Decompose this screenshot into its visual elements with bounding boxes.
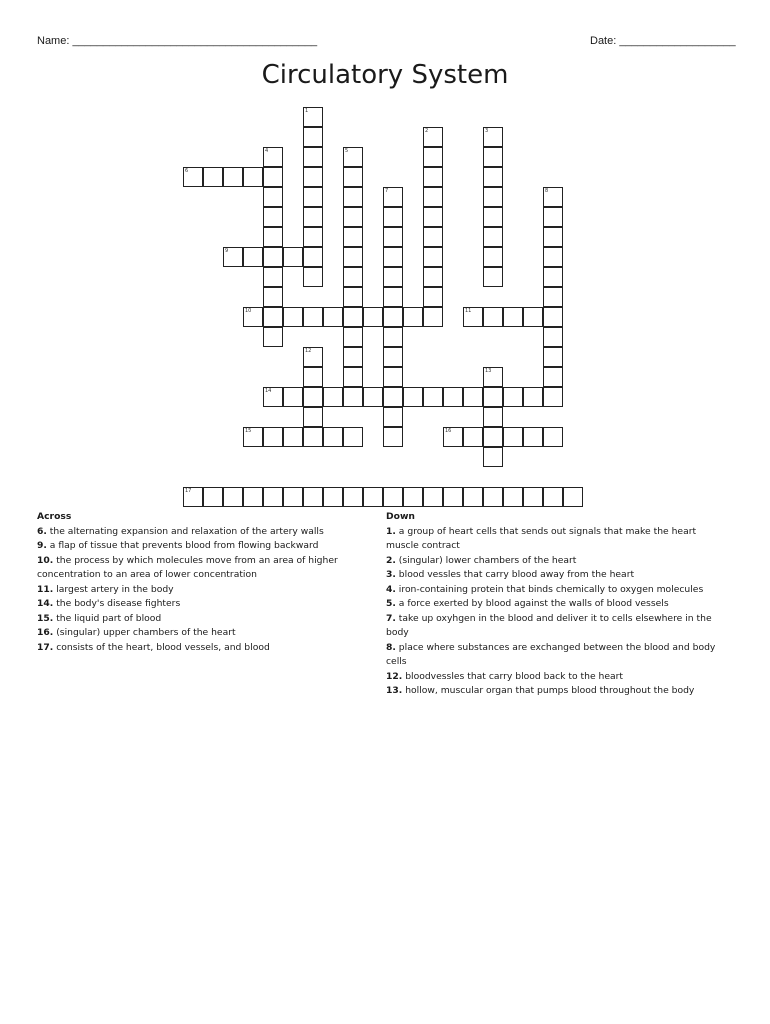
clue-text: iron-containing protein that binds chemically to oxygen molecules	[395, 583, 704, 595]
crossword-cell[interactable]	[383, 407, 403, 427]
across-heading: Across	[37, 511, 72, 522]
crossword-cell[interactable]	[303, 147, 323, 167]
crossword-cell[interactable]	[403, 307, 423, 327]
crossword-cell[interactable]	[403, 387, 423, 407]
clue-number: 16	[445, 428, 452, 434]
crossword-cell[interactable]	[303, 367, 323, 387]
crossword-cell[interactable]	[483, 147, 503, 167]
crossword-cell[interactable]	[183, 167, 203, 187]
down-heading: Down	[386, 511, 415, 522]
down-clue	[386, 554, 731, 569]
crossword-cell[interactable]	[223, 247, 243, 267]
across-clue	[37, 554, 367, 583]
crossword-cell[interactable]	[383, 347, 403, 367]
down-clues	[386, 510, 731, 699]
crossword-cell[interactable]	[543, 387, 563, 407]
date-blank: ___________________	[619, 35, 736, 47]
clue-number-label: 17.	[37, 641, 54, 653]
crossword-cell[interactable]	[243, 247, 263, 267]
crossword-cell[interactable]	[243, 427, 263, 447]
crossword-cell[interactable]	[443, 427, 463, 447]
crossword-cell[interactable]	[443, 387, 463, 407]
crossword-cell[interactable]	[503, 487, 523, 507]
crossword-cell[interactable]	[283, 387, 303, 407]
crossword-cell[interactable]	[263, 387, 283, 407]
crossword-cell[interactable]	[343, 187, 363, 207]
clue-text: the liquid part of blood	[53, 612, 162, 624]
crossword-cell[interactable]	[263, 187, 283, 207]
crossword-cell[interactable]	[383, 287, 403, 307]
crossword-cell[interactable]	[383, 207, 403, 227]
name-blank: ________________________________________	[72, 35, 318, 47]
crossword-cell[interactable]	[343, 327, 363, 347]
crossword-cell[interactable]	[303, 187, 323, 207]
clue-text: take up oxyhgen in the blood and deliver it to cells elsewhere in the body	[386, 612, 712, 638]
crossword-cell[interactable]	[283, 247, 303, 267]
crossword-cell[interactable]	[543, 227, 563, 247]
down-clue	[386, 670, 731, 685]
crossword-cell[interactable]	[263, 307, 283, 327]
crossword-cell[interactable]	[523, 427, 543, 447]
down-clue	[386, 583, 731, 598]
clue-number: 4	[265, 148, 269, 154]
crossword-cell[interactable]	[323, 487, 343, 507]
crossword-cell[interactable]	[183, 487, 203, 507]
clue-number: 14	[265, 388, 272, 394]
clue-number-label: 13.	[386, 685, 403, 696]
crossword-cell[interactable]	[503, 427, 523, 447]
crossword-cell[interactable]	[343, 427, 363, 447]
crossword-cell[interactable]	[243, 307, 263, 327]
crossword-cell[interactable]	[483, 447, 503, 467]
crossword-cell[interactable]	[543, 207, 563, 227]
crossword-cell[interactable]	[483, 267, 503, 287]
crossword-cell[interactable]	[303, 207, 323, 227]
crossword-cell[interactable]	[503, 387, 523, 407]
crossword-cell[interactable]	[423, 187, 443, 207]
crossword-cell[interactable]	[543, 287, 563, 307]
clue-number: 6	[185, 168, 189, 174]
crossword-cell[interactable]	[343, 487, 363, 507]
crossword-cell[interactable]	[323, 427, 343, 447]
clue-text: the alternating expansion and relaxation of the artery walls	[46, 525, 324, 537]
crossword-cell[interactable]	[263, 207, 283, 227]
crossword-cell[interactable]	[263, 247, 283, 267]
crossword-cell[interactable]	[343, 367, 363, 387]
clue-number-label: 16.	[37, 627, 54, 638]
crossword-cell[interactable]	[343, 287, 363, 307]
across-clue	[37, 525, 367, 540]
clue-number: 1	[305, 108, 309, 114]
crossword-cell[interactable]	[543, 367, 563, 387]
crossword-cell[interactable]	[543, 487, 563, 507]
clue-number-label: 1.	[386, 525, 396, 537]
crossword-cell[interactable]	[323, 387, 343, 407]
crossword-cell[interactable]	[363, 307, 383, 327]
clue-number-label: 7.	[386, 612, 396, 624]
clue-text: blood vessles that carry blood away from the heart	[395, 569, 635, 580]
clue-text: the body's disease fighters	[53, 598, 181, 609]
across-clues	[37, 510, 367, 655]
crossword-cell[interactable]	[423, 287, 443, 307]
crossword-cell[interactable]	[263, 167, 283, 187]
crossword-cell[interactable]	[263, 147, 283, 167]
crossword-cell[interactable]	[303, 427, 323, 447]
crossword-cell[interactable]	[303, 387, 323, 407]
clue-number: 9	[225, 248, 229, 254]
crossword-cell[interactable]	[543, 267, 563, 287]
crossword-cell[interactable]	[443, 487, 463, 507]
crossword-cell[interactable]	[263, 327, 283, 347]
crossword-cell[interactable]	[523, 487, 543, 507]
clue-text: the process by which molecules move from an area of higher concentration to an area of lower concentration	[37, 554, 338, 580]
crossword-cell[interactable]	[303, 267, 323, 287]
crossword-cell[interactable]	[363, 487, 383, 507]
crossword-cell[interactable]	[243, 487, 263, 507]
crossword-cell[interactable]	[303, 107, 323, 127]
across-clue	[37, 583, 367, 598]
crossword-cell[interactable]	[543, 327, 563, 347]
crossword-cell[interactable]	[323, 307, 343, 327]
crossword-cell[interactable]	[483, 207, 503, 227]
clue-text: (singular) upper chambers of the heart	[53, 627, 236, 638]
crossword-cell[interactable]	[283, 427, 303, 447]
crossword-cell[interactable]	[543, 347, 563, 367]
clue-number-label: 9.	[37, 540, 47, 551]
crossword-cell[interactable]	[463, 387, 483, 407]
crossword-cell[interactable]	[383, 427, 403, 447]
crossword-cell[interactable]	[343, 207, 363, 227]
crossword-cell[interactable]	[243, 167, 263, 187]
crossword-cell[interactable]	[303, 247, 323, 267]
clue-number: 11	[465, 308, 472, 314]
crossword-cell[interactable]	[463, 307, 483, 327]
crossword-cell[interactable]	[343, 227, 363, 247]
crossword-cell[interactable]	[383, 327, 403, 347]
crossword-cell[interactable]	[483, 407, 503, 427]
crossword-cell[interactable]	[483, 187, 503, 207]
crossword-cell[interactable]	[383, 227, 403, 247]
date-label: Date:	[590, 35, 617, 47]
crossword-cell[interactable]	[343, 307, 363, 327]
clue-number-label: 14.	[37, 598, 54, 609]
clue-number-label: 5.	[386, 598, 396, 609]
crossword-cell[interactable]	[383, 247, 403, 267]
clue-number-label: 4.	[386, 583, 396, 595]
crossword-cell[interactable]	[423, 147, 443, 167]
crossword-cell[interactable]	[483, 167, 503, 187]
across-clue	[37, 626, 367, 641]
clue-number-label: 3.	[386, 569, 396, 580]
across-clue-list	[37, 525, 367, 656]
crossword-cell[interactable]	[203, 487, 223, 507]
across-clue	[37, 641, 367, 656]
clue-number-label: 2.	[386, 554, 396, 566]
crossword-cell[interactable]	[223, 487, 243, 507]
crossword-cell[interactable]	[263, 487, 283, 507]
across-clue	[37, 539, 367, 554]
clue-number-label: 10.	[37, 554, 54, 566]
crossword-cell[interactable]	[483, 487, 503, 507]
clue-number: 2	[425, 128, 429, 134]
crossword-cell[interactable]	[343, 167, 363, 187]
crossword-cell[interactable]	[303, 487, 323, 507]
down-clue	[386, 612, 731, 641]
down-clue	[386, 641, 731, 670]
crossword-cell[interactable]	[483, 307, 503, 327]
crossword-cell[interactable]	[203, 167, 223, 187]
crossword-cell[interactable]	[343, 387, 363, 407]
crossword-cell[interactable]	[343, 347, 363, 367]
crossword-cell[interactable]	[503, 307, 523, 327]
crossword-cell[interactable]	[423, 127, 443, 147]
crossword-cell[interactable]	[543, 187, 563, 207]
crossword-cell[interactable]	[263, 427, 283, 447]
clue-number: 8	[545, 188, 549, 194]
clue-text: (singular) lower chambers of the heart	[395, 554, 577, 566]
crossword-cell[interactable]	[263, 287, 283, 307]
clue-number: 3	[485, 128, 489, 134]
across-clue	[37, 612, 367, 627]
crossword-cell[interactable]	[483, 427, 503, 447]
clue-number: 5	[345, 148, 349, 154]
clue-text: consists of the heart, blood vessels, and blood	[53, 641, 270, 653]
crossword-cell[interactable]	[303, 127, 323, 147]
clue-number: 15	[245, 428, 252, 434]
clue-text: hollow, muscular organ that pumps blood throughout the body	[402, 685, 695, 696]
crossword-cell[interactable]	[423, 227, 443, 247]
crossword-cell[interactable]	[463, 427, 483, 447]
down-clue-list	[386, 525, 731, 699]
crossword-cell[interactable]	[383, 367, 403, 387]
crossword-cell[interactable]	[403, 487, 423, 507]
crossword-cell[interactable]	[483, 227, 503, 247]
across-clue	[37, 597, 367, 612]
clue-number: 7	[385, 188, 389, 194]
crossword-cell[interactable]	[543, 307, 563, 327]
clue-number-label: 11.	[37, 583, 54, 595]
crossword-cell[interactable]	[483, 367, 503, 387]
crossword-cell[interactable]	[303, 227, 323, 247]
crossword-cell[interactable]	[303, 347, 323, 367]
clue-number: 17	[185, 488, 192, 494]
crossword-cell[interactable]	[423, 267, 443, 287]
down-clue	[386, 597, 731, 612]
crossword-cell[interactable]	[343, 147, 363, 167]
crossword-cell[interactable]	[383, 267, 403, 287]
crossword-cell[interactable]	[383, 307, 403, 327]
crossword-cell[interactable]	[483, 387, 503, 407]
crossword-cell[interactable]	[423, 167, 443, 187]
clue-text: largest artery in the body	[53, 583, 174, 595]
crossword-cell[interactable]	[363, 387, 383, 407]
crossword-cell[interactable]	[263, 227, 283, 247]
crossword-cell[interactable]	[543, 427, 563, 447]
crossword-cell[interactable]	[223, 167, 243, 187]
clue-number: 13	[485, 368, 492, 374]
crossword-cell[interactable]	[523, 307, 543, 327]
down-clue	[386, 568, 731, 583]
crossword-cell[interactable]	[303, 307, 323, 327]
name-label: Name:	[37, 35, 70, 47]
crossword-cell[interactable]	[343, 247, 363, 267]
crossword-cell[interactable]	[423, 387, 443, 407]
crossword-cell[interactable]	[463, 487, 483, 507]
clue-text: a group of heart cells that sends out signals that make the heart muscle contract	[386, 525, 697, 551]
clue-text: a force exerted by blood against the walls of blood vessels	[395, 598, 669, 609]
clue-text: bloodvessles that carry blood back to the heart	[402, 670, 624, 682]
crossword-cell[interactable]	[423, 307, 443, 327]
clue-number: 10	[245, 308, 252, 314]
crossword-cell[interactable]	[303, 407, 323, 427]
crossword-cell[interactable]	[543, 247, 563, 267]
crossword-cell[interactable]	[423, 487, 443, 507]
crossword-cell[interactable]	[263, 267, 283, 287]
crossword-cell[interactable]	[483, 127, 503, 147]
crossword-cell[interactable]	[423, 207, 443, 227]
crossword-cell[interactable]	[563, 487, 583, 507]
crossword-cell[interactable]	[383, 187, 403, 207]
page-title: Circulatory System	[261, 60, 509, 90]
crossword-cell[interactable]	[483, 247, 503, 267]
down-clue	[386, 525, 731, 554]
clue-number-label: 6.	[37, 525, 47, 537]
clue-text: a flap of tissue that prevents blood from flowing backward	[46, 540, 319, 551]
clue-number-label: 15.	[37, 612, 54, 624]
crossword-cell[interactable]	[283, 487, 303, 507]
crossword-cell[interactable]	[343, 267, 363, 287]
down-clue	[386, 684, 731, 699]
crossword-cell[interactable]	[383, 487, 403, 507]
crossword-cell[interactable]	[303, 167, 323, 187]
crossword-cell[interactable]	[283, 307, 303, 327]
crossword-cell[interactable]	[423, 247, 443, 267]
crossword-cell[interactable]	[523, 387, 543, 407]
clue-number-label: 8.	[386, 641, 396, 653]
clue-number: 12	[305, 348, 312, 354]
crossword-cell[interactable]	[383, 387, 403, 407]
clue-text: place where substances are exchanged between the blood and body cells	[386, 641, 716, 667]
clue-number-label: 12.	[386, 670, 403, 682]
